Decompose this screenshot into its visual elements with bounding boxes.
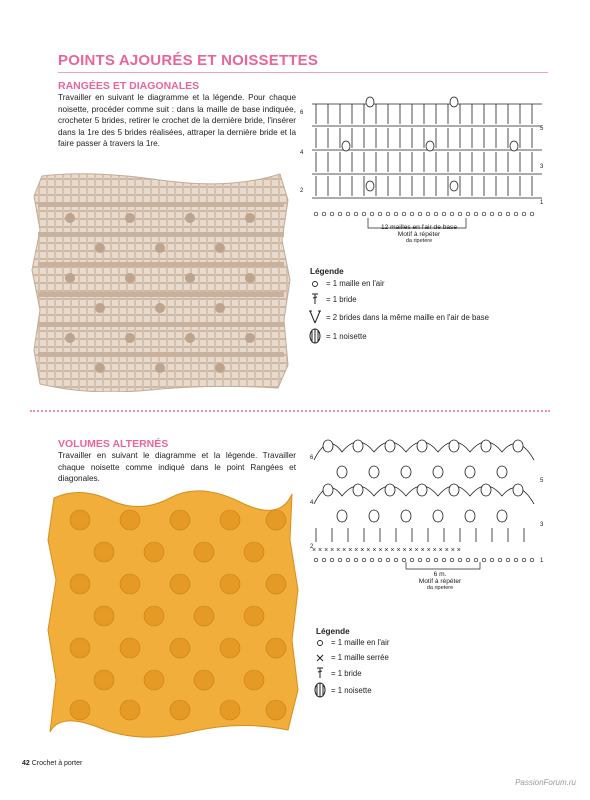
diagram2-row-right-3: 3 (540, 522, 544, 528)
magazine-name: Crochet à porter (31, 760, 83, 767)
legend1-label-two-bride: = 2 brides dans la même maille en l'air de base (326, 312, 489, 322)
legend2-label-bride: = 1 bride (331, 668, 362, 678)
diagram1-motif: Motif à répéter (397, 231, 441, 238)
diagram1-repeat-label (364, 224, 474, 244)
swatch-rangees-photo (30, 170, 292, 392)
section2-instructions: Travailler en suivant le diagramme et la légende. Travailler chaque noisette comme indiqué dans le point Rangées et diagonales. (58, 451, 296, 484)
diagram2-row-left-4: 4 (310, 500, 314, 506)
legend2-item-bride (313, 667, 362, 679)
legend2-item-bobble (313, 682, 372, 698)
legend1-item-two-bride (308, 310, 489, 324)
diagram2-motif-sub: da ripetere (426, 585, 454, 591)
title-underline (58, 72, 548, 73)
single-crochet-icon (313, 654, 327, 662)
watermark: PassionForum.ru (515, 778, 576, 787)
legend2-item-sc (313, 653, 389, 662)
legend2-item-chain (313, 638, 389, 647)
diagram2-row-left-6: 6 (310, 455, 314, 461)
chain-icon (308, 280, 322, 288)
page-footer (22, 760, 82, 767)
legend1-label-chain: = 1 maille en l'air (326, 279, 385, 288)
diagram2-row-right-5: 5 (540, 478, 544, 484)
svg-text:× × × × × × × × × × × × × × ×: × × × × × × × × × × × × × × × × × × × × × × × × × (312, 547, 461, 554)
diagram1-row-right-3: 3 (540, 164, 544, 170)
chain-icon (313, 639, 327, 647)
diagram1-row-left-6: 6 (300, 110, 304, 116)
page-number: 42 (22, 760, 30, 767)
section2-heading: VOLUMES ALTERNÉS (58, 438, 169, 450)
diagram-rangees (306, 96, 550, 236)
legend1-item-bride (308, 293, 357, 305)
diagram1-row-right-1: 1 (540, 200, 544, 206)
section1-instructions: Travailler en suivant le diagramme et la légende. Pour chaque noisette, procéder comme suit : dans la maille de base indiquée, crocheter 5 brides, retirer le crochet de la dernière bride, l'insérer dans la 1re des 5 brides réalisées, attraper la dernière bride et la faire passer à travers la 1re. (58, 93, 296, 149)
page-title: POINTS AJOURÉS ET NOISSETTES (58, 52, 319, 69)
section1-heading: RANGÉES ET DIAGONALES (58, 80, 200, 92)
legend1-label-bobble: = 1 noisette (326, 331, 367, 341)
diagram1-motif-sub: da ripetere (405, 238, 433, 244)
legend1-label-bride: = 1 bride (326, 294, 357, 304)
diagram1-row-left-2: 2 (300, 188, 304, 194)
legend2-label-bobble: = 1 noisette (331, 685, 372, 695)
diagram1-row-left-4: 4 (300, 150, 304, 156)
section-divider (30, 410, 550, 412)
diagram-volumes (306, 432, 550, 572)
two-double-crochet-icon (308, 310, 322, 324)
bobble-icon (308, 328, 322, 344)
diagram2-repeat-label (400, 571, 480, 591)
diagram2-motif: Motif à répéter (418, 578, 462, 585)
legend2-title: Légende (316, 627, 350, 636)
legend1-item-chain (308, 279, 384, 288)
diagram2-row-right-1: 1 (540, 558, 544, 564)
legend2-label-chain: = 1 maille en l'air (331, 638, 390, 647)
double-crochet-icon (313, 667, 327, 679)
diagram1-repeat-count: 12 mailles en l'air de base (380, 224, 458, 231)
legend1-title: Légende (310, 267, 344, 276)
diagram2-row-left-2: 2 (310, 544, 314, 550)
bobble-icon (313, 682, 327, 698)
legend1-item-bobble (308, 328, 367, 344)
diagram1-row-right-5: 5 (540, 126, 544, 132)
swatch-volumes-photo (40, 480, 302, 742)
double-crochet-icon (308, 293, 322, 305)
legend2-label-sc: = 1 maille serrée (331, 653, 389, 662)
diagram2-repeat-count: 6 m. (433, 571, 447, 578)
